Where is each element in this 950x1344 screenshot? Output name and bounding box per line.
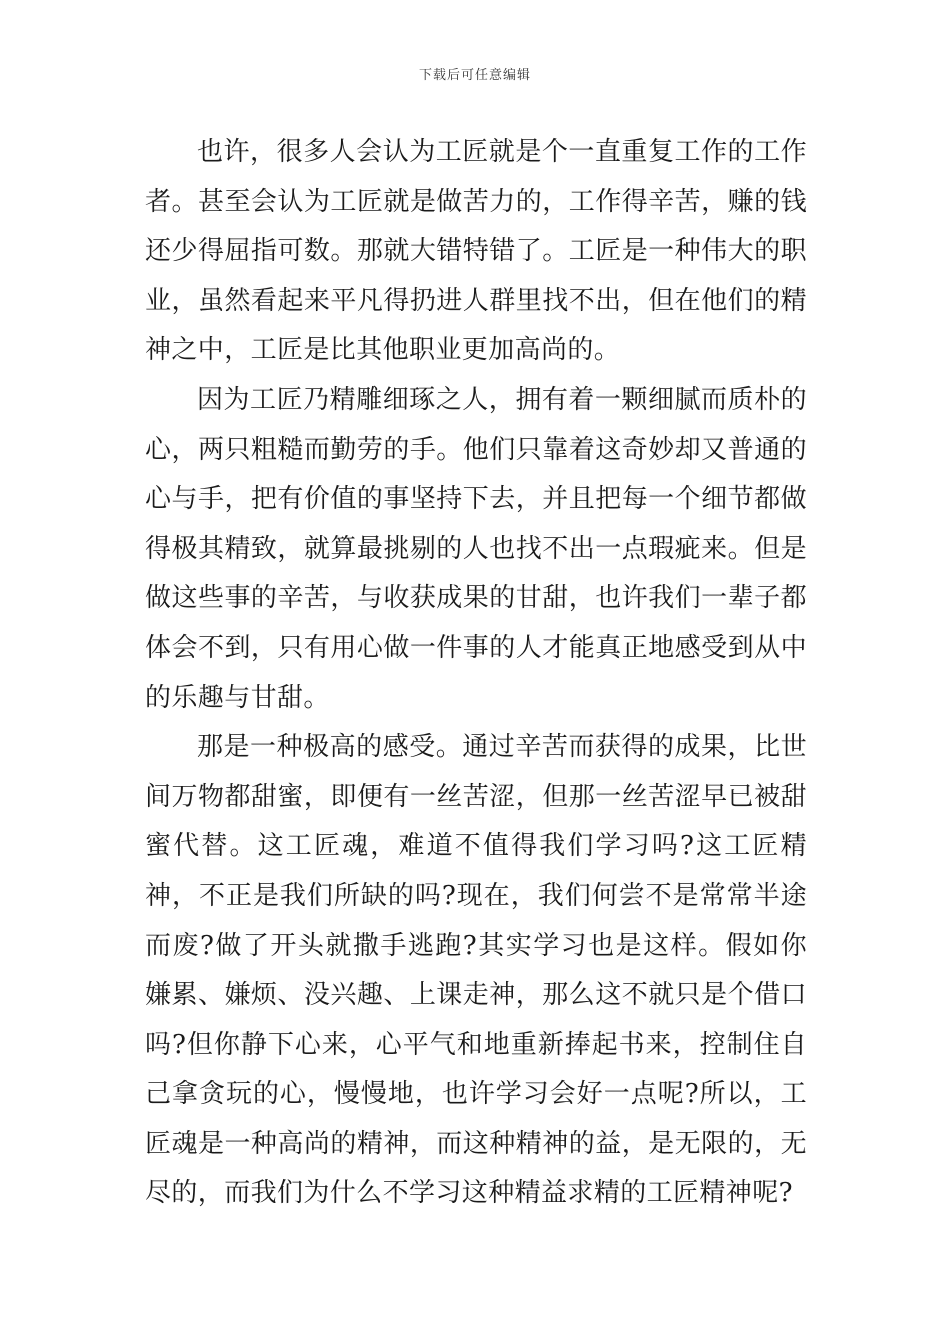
page-header-note: 下载后可任意编辑 <box>418 68 531 83</box>
paragraph-1: 也许，很多人会认为工匠就是个一直重复工作的工作者。甚至会认为工匠就是做苦力的，工作得辛苦，赚的钱还少得屈指可数。那就大错特错了。工匠是一种伟大的职业，虽然看起来平凡得扔进人群里找不出，但在他们的精神之中，工匠是比其他职业更加高尚的。 <box>145 137 807 366</box>
document-body <box>145 128 807 1219</box>
paragraph-2: 因为工匠乃精雕细琢之人，拥有着一颗细腻而质朴的心，两只粗糙而勤劳的手。他们只靠着这奇妙却又普通的心与手，把有价值的事坚持下去，并且把每一个细节都做得极其精致，就算最挑剔的人也找不出一点瑕疵来。但是做这些事的辛苦，与收获成果的甘甜，也许我们一辈子都体会不到，只有用心做一件事的人才能真正地感受到从中的乐趣与甘甜。 <box>145 384 807 713</box>
paragraph-3: 那是一种极高的感受。通过辛苦而获得的成果，比世间万物都甜蜜，即便有一丝苦涩，但那一丝苦涩早已被甜蜜代替。这工匠魂，难道不值得我们学习吗?这工匠精神，不正是我们所缺的吗?现在，我们何尝不是常常半途而废?做了开头就撒手逃跑?其实学习也是这样。假如你嫌累、嫌烦、没兴趣、上课走神，那么这不就只是个借口吗?但你静下心来，心平气和地重新捧起书来，控制住自己拿贪玩的心，慢慢地，也许学习会好一点呢?所以，工匠魂是一种高尚的精神，而这种精神的益，是无限的，无尽的，而我们为什么不学习这种精益求精的工匠精神呢? <box>145 732 807 1209</box>
